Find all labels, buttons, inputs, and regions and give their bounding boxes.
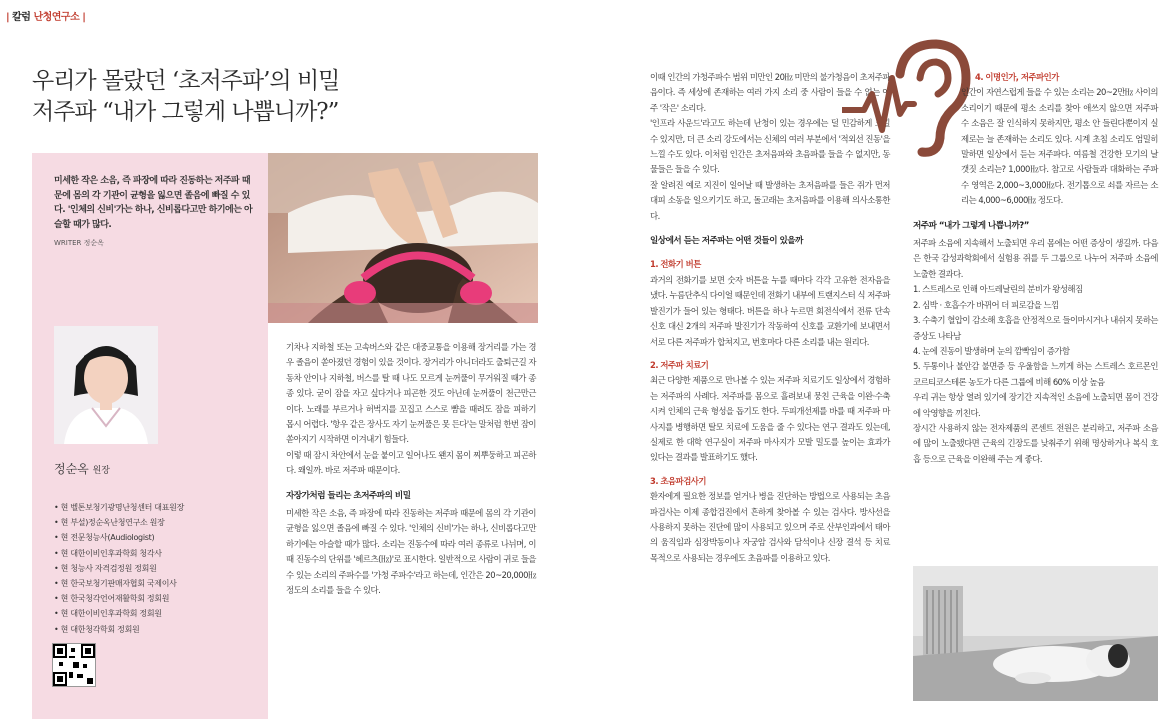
- writer-credit: WRITER 정순옥: [54, 239, 104, 247]
- paragraph: 장시간 사용하지 않는 전자제품의 콘센트 전원은 분리하고, 저주파 소음에 많이 노출됐다면 근육의 긴장도를 낮춰주기 위해 명상하거나 복식 호흡 등으로 근육을 이완해 주는 게 좋다.: [913, 422, 1158, 464]
- paragraph: 저주파 소음에 지속해서 노출되면 우리 몸에는 어떤 증상이 생길까. 다음은 한국 감성과학회에서 실험용 쥐를 두 그룹으로 나누어 저주파 소음에 노출한 결과다.: [913, 238, 1158, 279]
- section-label: 칼럼: [12, 12, 31, 23]
- paragraph: 잘 알려진 예로 지진이 일어날 때 발생하는 초저음파를 들은 쥐가 먼저 대피 소동을 일으키기도 하고, 돌고래는 초저음파를 이용해 의사소통한다.: [650, 179, 890, 221]
- author-name: 정순옥: [54, 462, 89, 476]
- subheading: 1. 전화기 버튼: [650, 259, 701, 270]
- paragraph: '인프라 사운드'라고도 하는데 난청이 있는 경우에는 덜 민감하게 느낄 수 있지만, 더 큰 소리 강도에서는 신체의 여러 부분에서 '적외선 진동'을 느낄 수도 있다. 이처럼 인간은 초저음파와 초음파를 들을 수 없지만, 동물들은 들을 수 있다.: [650, 118, 890, 175]
- credential-item: • 현 대한이비인후과학회 정회원: [54, 606, 184, 621]
- subheading: 4. 이명인가, 저주파인가: [975, 72, 1059, 82]
- author-name-block: [54, 460, 110, 477]
- sleeping-dog-photo: [913, 566, 1158, 701]
- subheading: 3. 초음파검사기: [650, 475, 706, 486]
- list-item: 1. 스트레스로 인해 아드레날린의 분비가 왕성해짐: [913, 284, 1083, 295]
- author-credentials: [54, 500, 184, 637]
- article-title: [32, 66, 339, 128]
- paragraph: 기차나 지하철 또는 고속버스와 같은 대중교통을 이용해 장거리를 가는 경우 졸음이 쏟아졌던 경험이 있을 것이다. 장거리가 아니더라도 출퇴근길 자동차 안이나 지하철, 버스를 탈 때 나도 모르게 눈꺼풀이 무거워질 때가 종종 있다. 굳이 잠을 자고 싶다거나 피곤한 것도 아닌데 눈꺼풀이 천근만근이다. 노래를 부르거나 허벅지를 꼬집고 스스로 뺨을 때려도 잠을 피하기 몹시 어렵다. '항우 같은 장사도 자기 눈꺼풀은 못 든다'는 말처럼 한번 잠이 쏟아지기 시작하면 이겨내기 힘들다.: [286, 342, 536, 445]
- paragraph: 인간이 자연스럽게 들을 수 있는 소리는 20~2만㎐ 사이의 소리이기 때문에 평소 소리를 찾아 애쓰지 않으면 저주파수 소음은 잘 인식하지 못하지만, 평소 안 들린다뿐이지 실제로는 늘 존재하는 소리도 있다. 시계 초침 소리도 엄밀히 말하면 일상에서 듣는 저주파다. 여름철 건강한 모기의 날갯짓 소리는? 1,000㎐다. 참고로 사람들과 대화하는 주파수 영역은 2,000~3,000㎐다. 전기톱으로 쇠를 자르는 소리는 4,000~6,000㎐ 정도다.: [961, 87, 1158, 206]
- paragraph: 환자에게 필요한 정보를 얻거나 병을 진단하는 방법으로 사용되는 초음파검사는 이제 종합검진에서 흔하게 찾아볼 수 있는 검사다. 방사선을 사용하지 못하는 진단에 많이 사용되고 있으며 주로 산부인과에서 태아의 움직임과 심장박동이나 자궁암 검사와 담석이나 신장 결석 등 치료 목적으로 사용되는 경우에도 초음파를 이용하고 있다.: [650, 491, 890, 563]
- paragraph: 최근 다양한 제품으로 만나볼 수 있는 저주파 치료기도 일상에서 경험하는 저주파의 사례다. 저주파를 몸으로 흘려보내 뭉친 근육을 이완·수축시켜 인체의 근육 형성을 돕기도 한다. 두피개선제를 바를 때 저주파 마사지를 병행하면 탈모 치료에 도움을 줄 수 있다는 연구 결과도 있는데, 실제로 한 대학 연구실이 저주파 마사지가 모발 밀도를 높이는 효과가 있다는 결과를 발표하기도 했다.: [650, 375, 890, 463]
- credential-item: • 현 대한이비인후과학회 청각사: [54, 546, 184, 561]
- title-line-1: 우리가 몰랐던 ‘초저주파’의 비밀: [32, 68, 340, 94]
- credential-item: • 현 전문청능사(Audiologist): [54, 530, 184, 545]
- credential-item: • 현 부설)정순옥난청연구소 원장: [54, 515, 184, 530]
- headphone-girl-photo: [268, 153, 538, 323]
- credential-item: • 현 대한청각학회 정회원: [54, 622, 184, 637]
- body-column-3: [913, 70, 1158, 467]
- section-header: | 칼럼 난청연구소 |: [6, 12, 86, 23]
- credential-item: • 현 청능사 자격검정원 정회원: [54, 561, 184, 576]
- credential-item: • 현 한국보청기판매자협회 국제이사: [54, 576, 184, 591]
- list-item: 2. 심박 · 호흡수가 바뀌어 더 피로감을 느낌: [913, 299, 1059, 310]
- article-lead: 미세한 작은 소음, 즉 파장에 따라 진동하는 저주파 때문에 몸의 각 기관이 균형을 잃으면 졸음에 빠질 수 있다. '인체의 신비'가는 하나, 신비롭다고만 하기에는 아슬할 때가 많다.: [54, 176, 253, 230]
- magazine-label: 난청연구소: [33, 12, 80, 23]
- section-heading: 자장가처럼 들리는 초저주파의 비밀: [286, 490, 411, 501]
- list-item: 3. 수축기 혈압이 감소해 호흡을 안정적으로 들이마시거나 내쉬지 못하는 증상도 나타남: [913, 315, 1158, 341]
- subheading: 2. 저주파 치료기: [650, 359, 709, 370]
- list-item: 5. 두통이나 불안감 불면증 등 우울함을 느끼게 하는 스트레스 호르몬인 코르티코스테론 농도가 다른 그룹에 비해 60% 이상 높음: [913, 361, 1158, 387]
- section-heading: 저주파 “내가 그렇게 나쁩니까?”: [913, 220, 1029, 231]
- qr-code[interactable]: [52, 643, 96, 687]
- paragraph: 우리 귀는 항상 열려 있기에 장기간 지속적인 소음에 노출되면 몸이 건강에 악영향을 끼친다.: [913, 392, 1158, 418]
- body-column-1: [286, 340, 536, 599]
- author-title: 원장: [92, 466, 110, 476]
- paragraph: 이때 인간의 가청주파수 범위 미만인 20㎐ 미만의 불가청음이 초저주파 음이다. 즉 세상에 존재하는 여러 가지 소리 중 사람이 들을 수 없는 아주 '작은' 소리다.: [650, 72, 890, 113]
- author-portrait: [54, 326, 158, 444]
- paragraph: 이렇 때 잠시 차안에서 눈을 붙이고 일어나도 왠지 몸이 찌뿌둥하고 피곤하다. 왜일까. 바로 저주파 때문이다.: [286, 449, 536, 476]
- credential-item: • 현 한국청각언어재활학회 정회원: [54, 591, 184, 606]
- paragraph: 과거의 전화기를 보면 숫자 버튼을 누를 때마다 각각 고유한 전자음을 냈다. 누름단추식 다이얼 때문인데 전화기 내부에 트랜지스터 식 저주파 발진기가 들어 있는 형태다. 버튼을 하나 누르면 회전식에서 전류 단속 신호 대신 2개의 저주파 발진기가 작동하여 신호를 교환기에 보내면서 서로 다른 저주파가 합쳐지고, 번호마다 다른 소리를 내는 원리다.: [650, 274, 890, 347]
- title-line-2: 저주파 “내가 그렇게 나쁩니까?”: [32, 99, 339, 125]
- section-heading: 일상에서 듣는 저주파는 어떤 것들이 있을까: [650, 236, 803, 247]
- paragraph: 미세한 작은 소음, 즉 파장에 따라 진동하는 저주파 때문에 몸의 각 기관이 균형을 잃으면 졸음에 빠질 수 있다. '인체의 신비'가는 하나, 신비롭다고만 하기에는 아슬할 때가 많다. 소리는 진동수에 따라 여러 종류로 나뉘며, 이때 진동수의 단위를 '헤르츠(㎐)'로 표시한다. 일반적으로 사람이 귀로 들을 수 있는 소리의 주파수를 '가청 주파수'라고 하는데, 인간은 20~20,000㎐ 정도의 소리를 들을 수 있다.: [286, 508, 536, 596]
- list-item: 4. 눈에 진동이 발생하며 눈의 깜빡임이 증가함: [913, 345, 1070, 356]
- credential-item: • 현 벨톤보청기광명난청센터 대표원장: [54, 500, 184, 515]
